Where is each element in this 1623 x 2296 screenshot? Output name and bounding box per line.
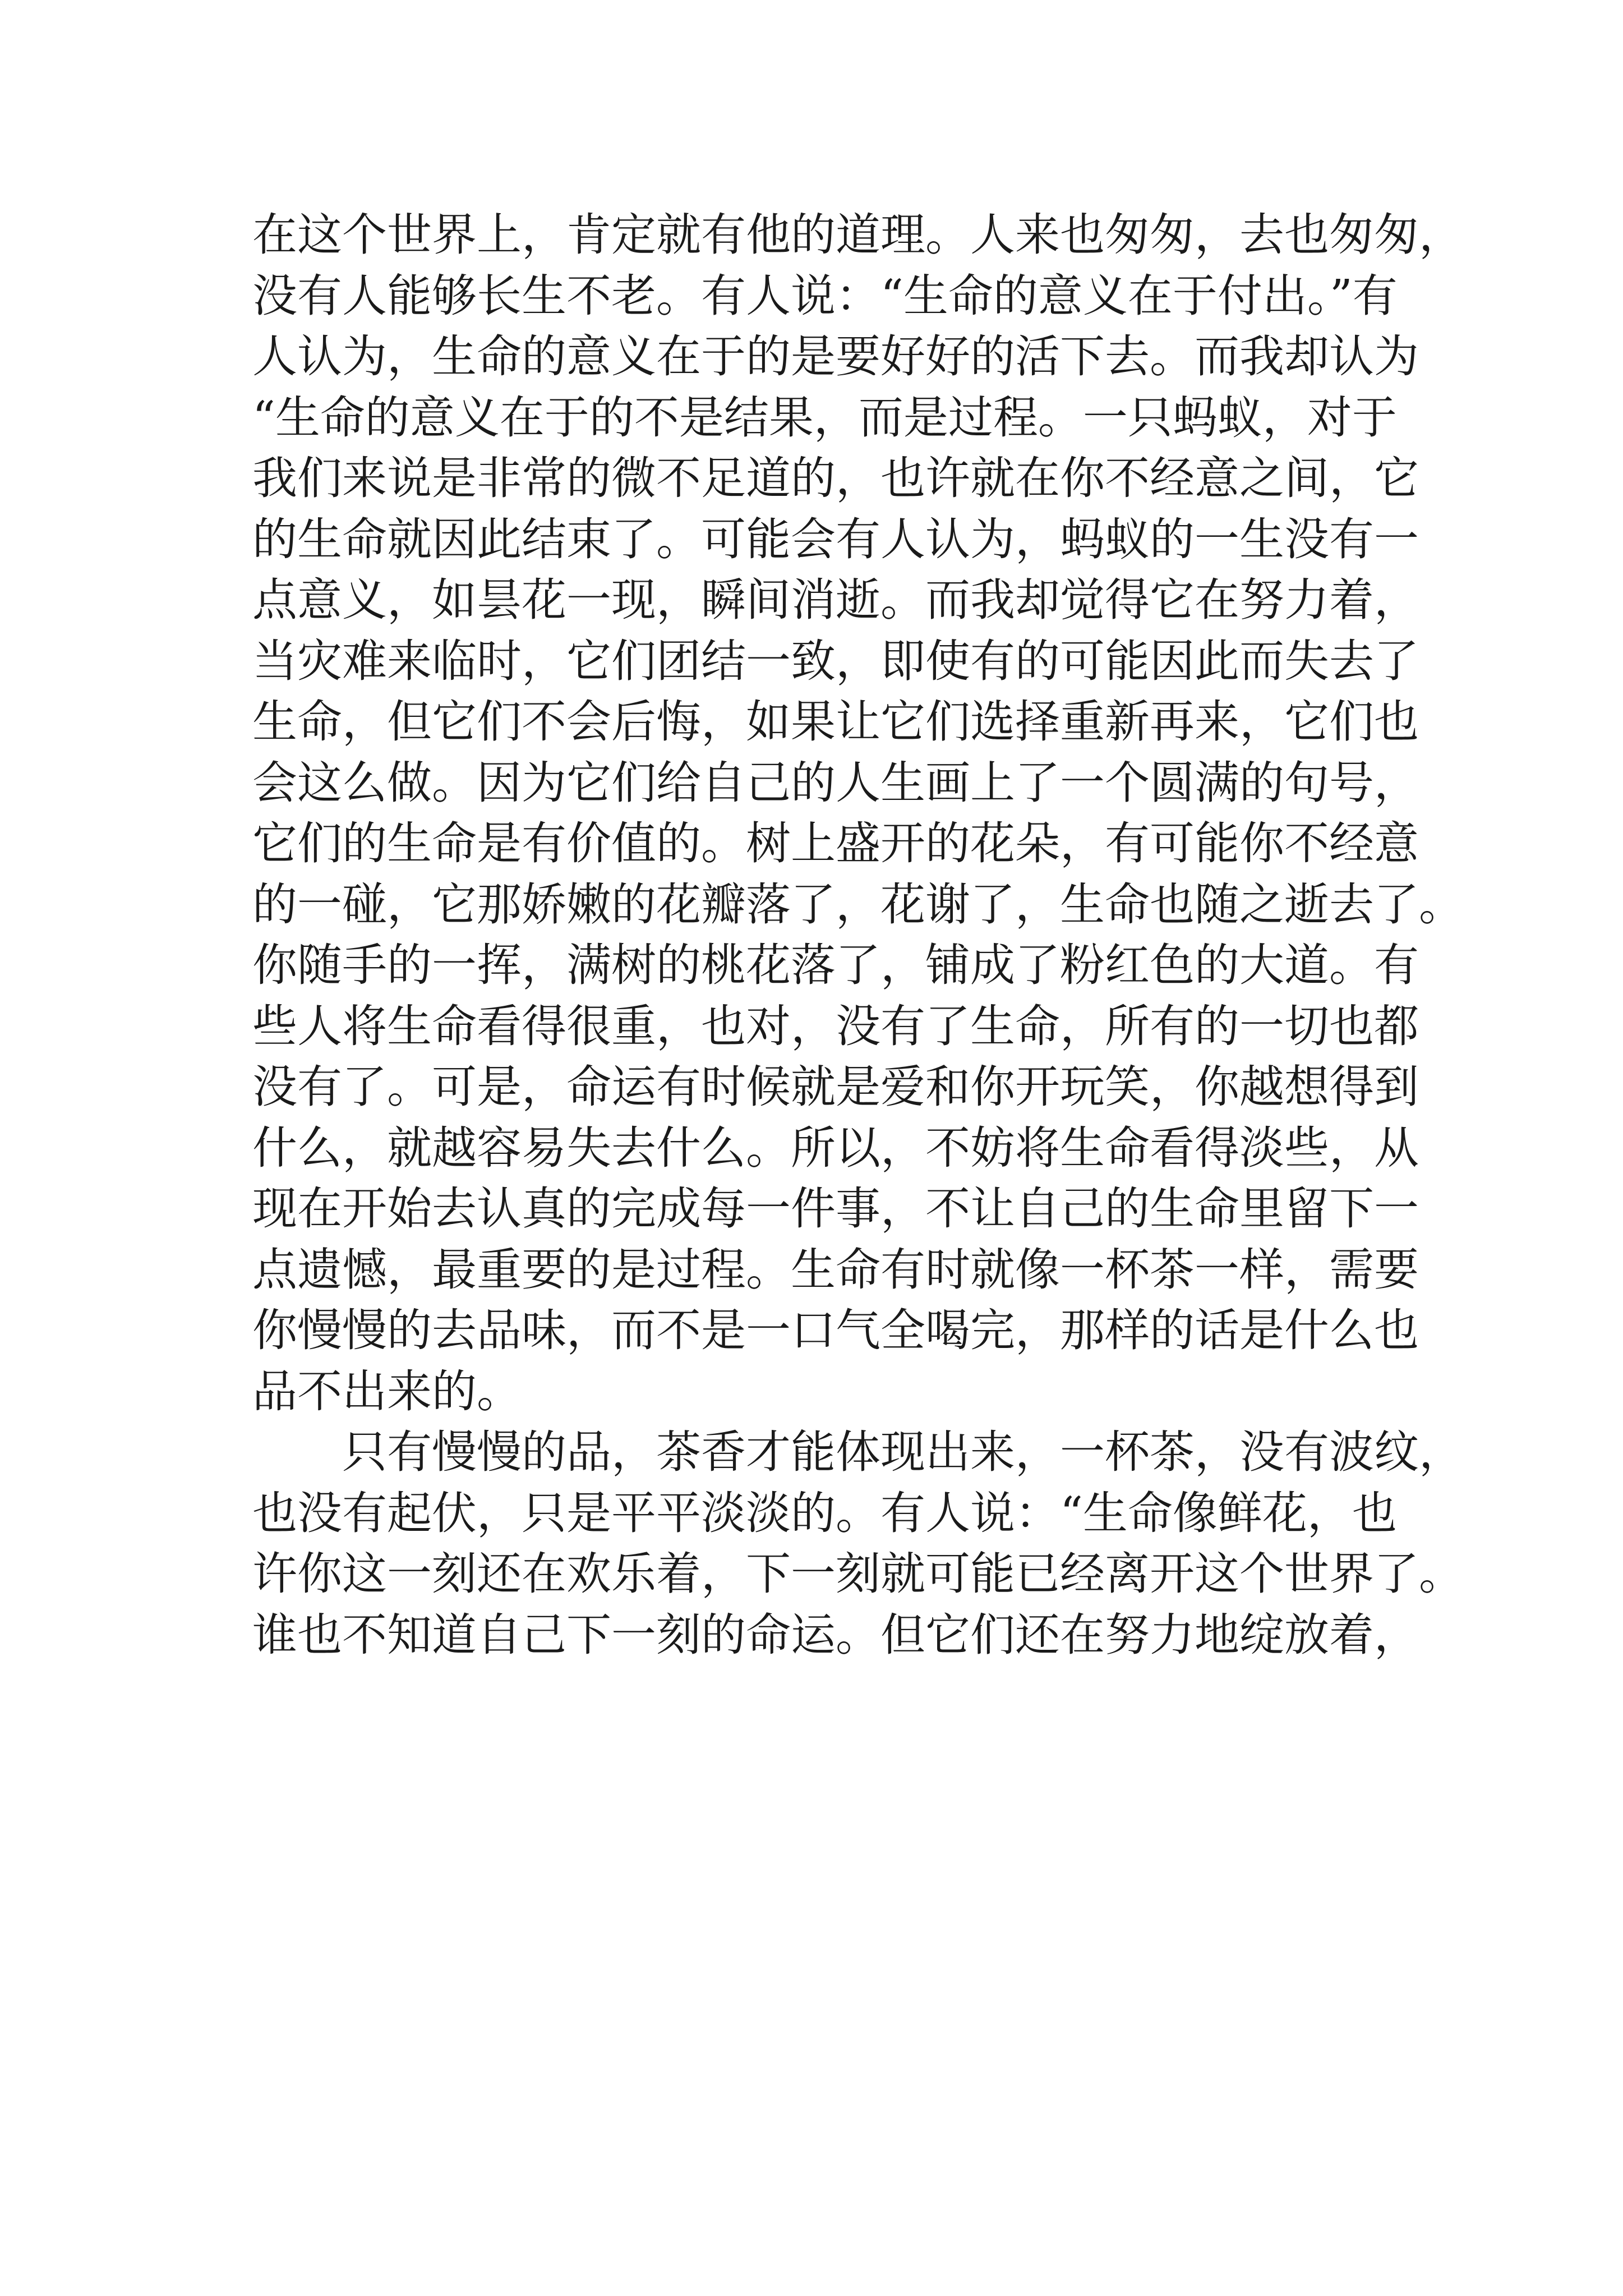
text-line: 现在开始去认真的完成每一件事，不让自己的生命里留下一 bbox=[252, 1182, 1419, 1235]
text-line: 也没有起伏，只是平平淡淡的。有人说：“生命像鲜花，也 bbox=[252, 1487, 1397, 1539]
text-line: 没有了。可是，命运有时候就是爱和你开玩笑，你越想得到 bbox=[252, 1061, 1419, 1113]
text-line: “生命的意义在于的不是结果，而是过程。一只蚂蚁，对于 bbox=[252, 391, 1397, 444]
text-line: 只有慢慢的品，茶香才能体现出来，一杯茶，没有波纹， bbox=[342, 1426, 1464, 1478]
paragraph-2 bbox=[252, 1422, 1464, 1665]
text-line: 些人将生命看得很重，也对，没有了生命，所有的一切也都 bbox=[252, 1000, 1419, 1052]
text-line: 它们的生命是有价值的。树上盛开的花朵，有可能你不经意 bbox=[252, 817, 1419, 869]
text-line: 谁也不知道自己下一刻的命运。但它们还在努力地绽放着， bbox=[252, 1608, 1419, 1661]
text-line: 人认为，生命的意义在于的是要好好的活下去。而我却认为 bbox=[252, 330, 1419, 383]
text-line: 点遗憾，最重要的是过程。生命有时就像一杯茶一样，需要 bbox=[252, 1243, 1419, 1296]
text-line: 品不出来的。 bbox=[252, 1365, 522, 1418]
text-line: 许你这一刻还在欢乐着，下一刻就可能已经离开这个世界了。 bbox=[252, 1548, 1464, 1600]
text-line: 会这么做。因为它们给自己的人生画上了一个圆满的句号， bbox=[252, 756, 1419, 809]
text-line: 的一碰，它那娇嫩的花瓣落了，花谢了，生命也随之逝去了。 bbox=[252, 878, 1464, 931]
text-line: 生命，但它们不会后悔，如果让它们选择重新再来，它们也 bbox=[252, 696, 1419, 748]
text-line: 点意义，如昙花一现，瞬间消逝。而我却觉得它在努力着， bbox=[252, 574, 1419, 626]
text-line: 没有人能够长生不老。有人说：“生命的意义在于付出。”有 bbox=[252, 269, 1398, 322]
text-line: 当灾难来临时，它们团结一致，即使有的可能因此而失去了 bbox=[252, 634, 1419, 687]
text-line: 我们来说是非常的微不足道的，也许就在你不经意之间，它 bbox=[252, 452, 1419, 504]
text-line: 你随手的一挥，满树的桃花落了，铺成了粉红色的大道。有 bbox=[252, 939, 1419, 991]
text-line: 在这个世界上，肯定就有他的道理。人来也匆匆，去也匆匆， bbox=[252, 209, 1464, 261]
text-line: 你慢慢的去品味，而不是一口气全喝完，那样的话是什么也 bbox=[252, 1304, 1419, 1356]
paragraph-1 bbox=[252, 205, 1464, 1422]
text-line: 的生命就因此结束了。可能会有人认为，蚂蚁的一生没有一 bbox=[252, 513, 1419, 565]
body-text bbox=[252, 205, 1464, 1665]
text-line: 什么，就越容易失去什么。所以，不妨将生命看得淡些，从 bbox=[252, 1121, 1419, 1174]
